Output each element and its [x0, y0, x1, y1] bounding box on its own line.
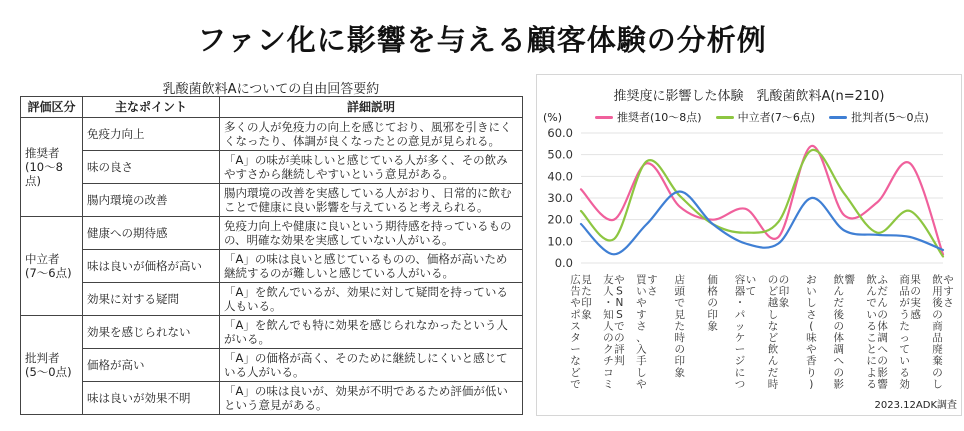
data-point: [777, 236, 779, 238]
table-row: [21, 250, 523, 283]
data-point: [613, 218, 615, 220]
header-detail: 詳細説明: [220, 97, 523, 118]
data-point: [942, 249, 944, 251]
y-tick-label: 40.0: [547, 169, 573, 184]
table-row: [21, 283, 523, 316]
table-row: [21, 118, 523, 151]
legend-label: 批判者(5～0点): [851, 111, 929, 124]
data-point: [909, 210, 911, 212]
x-tick-label: 広告やポスターなどで見た印象: [570, 274, 592, 391]
table-row: [21, 316, 523, 349]
table-caption: 乳酸菌飲料Aについての自由回答要約: [162, 82, 380, 97]
data-point: [744, 208, 746, 210]
data-point: [942, 255, 944, 257]
data-point: [843, 229, 845, 231]
data-point: [810, 149, 812, 151]
data-point: [580, 188, 582, 190]
data-point: [843, 214, 845, 216]
chart-title: 推奨度に影響した体験 乳酸菌飲料A(n=210): [613, 89, 885, 104]
x-tick-label: 店頭で見た時の印象: [674, 274, 685, 379]
point-cell: 効果に対する疑問: [83, 283, 220, 316]
data-point: [679, 190, 681, 192]
data-point: [744, 242, 746, 244]
data-point: [810, 197, 812, 199]
point-cell: 効果を感じられない: [83, 316, 220, 349]
point-cell: 味は良いが価格が高い: [83, 250, 220, 283]
table-row: [21, 382, 523, 415]
detail-cell: 「A」を飲んでも特に効果を感じられなかったという人がいる。: [220, 316, 523, 349]
data-point: [711, 223, 713, 225]
detail-cell: 腸内環境の改善を実感している人がおり、日常的に飲むことで健康に良い影響を与えていると考えられる。: [220, 184, 523, 217]
detail-cell: 免疫力向上や健康に良いという期待感を持っているものの、明確な効果を実感していない人がいる。: [220, 217, 523, 250]
data-point: [646, 223, 648, 225]
series-line-detractors: [581, 192, 943, 255]
data-point: [646, 160, 648, 162]
data-point: [580, 210, 582, 212]
table-row: [21, 349, 523, 382]
data-point: [679, 195, 681, 197]
y-tick-label: 50.0: [547, 147, 573, 162]
legend-label: 推奨者(10～8点): [617, 111, 702, 124]
detail-cell: 「A」の味は良いと感じているものの、価格が高いため継続するのが難しいと感じている人がいる。: [220, 250, 523, 283]
x-tick-label: のど越しなど飲んだ時の印象: [767, 274, 790, 391]
chart-panel: [536, 74, 962, 416]
data-point: [777, 242, 779, 244]
data-point: [711, 218, 713, 220]
y-tick-label: 10.0: [547, 234, 573, 249]
data-point: [909, 162, 911, 164]
data-point: [876, 234, 878, 236]
category-promoters: 推奨者(10〜8点): [21, 118, 83, 217]
y-tick-label: 0.0: [554, 256, 573, 270]
page-title: ファン化に影響を与える顧客体験の分析例: [197, 23, 767, 57]
point-cell: 価格が高い: [83, 349, 220, 382]
data-point: [580, 223, 582, 225]
x-tick-label: 友人・知人のクチコミや S N S での評判: [603, 274, 625, 391]
x-tick-label: おいしさ(味や香り): [806, 274, 817, 391]
data-point: [843, 192, 845, 194]
data-point: [876, 201, 878, 203]
detail-cell: 多くの人が免疫力の向上を感じており、風邪を引きにくくなったり、体調が良くなったとの意見が見られる。: [220, 118, 523, 151]
category-detractors: 批判者(5〜0点): [21, 316, 83, 415]
y-tick-label: 20.0: [547, 212, 573, 227]
category-passives: 中立者(7〜6点): [21, 217, 83, 316]
detail-cell: 「A」を飲んでいるが、効果に対して疑問を持っている人もいる。: [220, 283, 523, 316]
x-tick-label: 価格の印象: [707, 274, 718, 333]
x-tick-label: 飲用後の商品廃棄のしやすさ: [932, 274, 954, 391]
summary-table: [20, 96, 523, 415]
data-point: [613, 253, 615, 255]
point-cell: 味の良さ: [83, 151, 220, 184]
x-tick-label: 買いやすさ、入手しやすさ: [636, 274, 658, 391]
point-cell: 味は良いが効果不明: [83, 382, 220, 415]
table-row: [21, 151, 523, 184]
point-cell: 腸内環境の改善: [83, 184, 220, 217]
table-row: [21, 217, 523, 250]
series-line-passives: [581, 150, 943, 257]
table-row: [21, 184, 523, 217]
data-point: [810, 145, 812, 147]
detail-cell: 「A」の味が美味しいと感じている人が多く、その飲みやすさから継続しやすいという意見がある。: [220, 151, 523, 184]
legend-label: 中立者(7～6点): [737, 111, 816, 124]
data-point: [613, 238, 615, 240]
header-point: 主なポイント: [83, 97, 220, 118]
table-header-row: [21, 97, 523, 118]
x-tick-label: 飲んだ後の体調への影響: [833, 274, 856, 391]
data-point: [744, 231, 746, 233]
x-tick-label: 容器・パッケージについて: [734, 274, 757, 391]
data-point: [909, 236, 911, 238]
detail-cell: 「A」の価格が高く、そのために継続しにくいと感じている人がいる。: [220, 349, 523, 382]
data-point: [679, 205, 681, 207]
x-tick-label: 商品がうたっている効果の実感: [899, 274, 921, 391]
header-category: 評価区分: [21, 97, 83, 118]
detail-cell: 「A」の味は良いが、効果が不明であるため評価が低いという意見がある。: [220, 382, 523, 415]
y-tick-label: 60.0: [547, 126, 573, 140]
line-chart: [537, 75, 961, 415]
x-tick-label: 飲んでいることによるふだんの体調への影響: [866, 274, 888, 391]
source-note: 2023.12ADK調査: [874, 400, 957, 411]
y-axis-unit: (%): [543, 111, 563, 124]
data-point: [876, 231, 878, 233]
data-point: [777, 221, 779, 223]
point-cell: 免疫力向上: [83, 118, 220, 151]
y-tick-label: 30.0: [547, 191, 573, 205]
point-cell: 健康への期待感: [83, 217, 220, 250]
